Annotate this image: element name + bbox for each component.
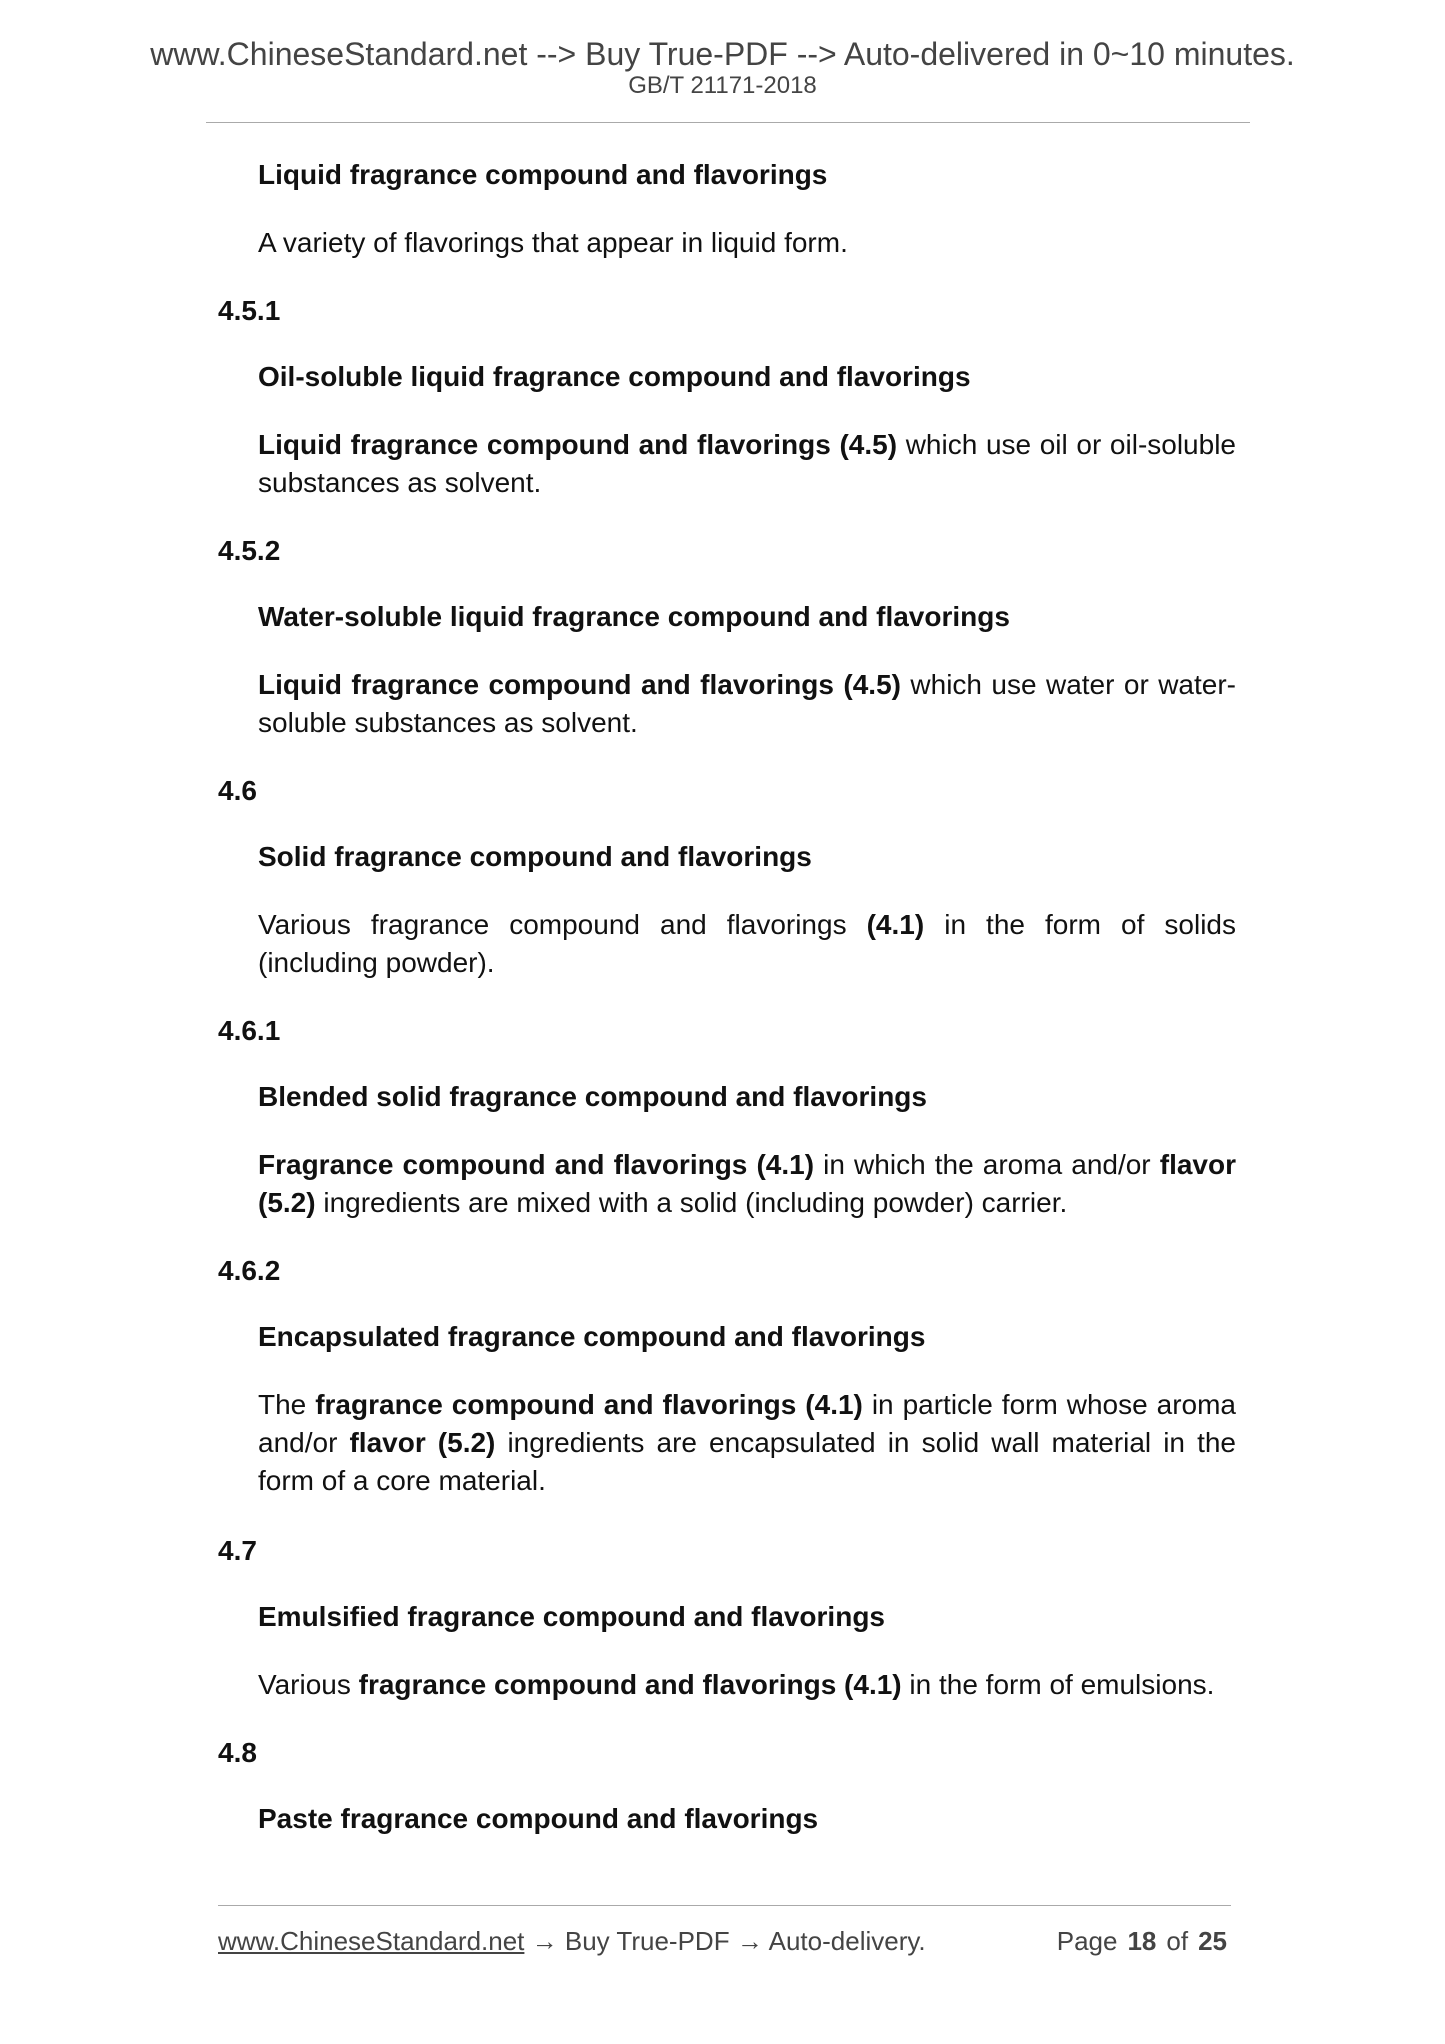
footer-site-link[interactable]: www.ChineseStandard.net	[218, 1926, 525, 1956]
section-4-5-1-body	[258, 426, 1236, 502]
section-4-6-2-title: Encapsulated fragrance compound and flavorings	[258, 1321, 926, 1352]
section-4-6-1-body	[258, 1146, 1236, 1222]
body-text: Various fragrance compound and flavorings	[258, 909, 867, 940]
section-4-5-2-number: 4.5.2	[218, 535, 281, 566]
body-text: which use oil or oil-soluble substances as solvent.	[258, 429, 1236, 498]
reference-term: fragrance compound and flavorings (4.1)	[358, 1669, 902, 1700]
header-banner: www.ChineseStandard.net --> Buy True-PDF --> Auto-delivered in 0~10 minutes.	[150, 36, 1295, 72]
reference-term: Fragrance compound and flavorings (4.1)	[258, 1149, 815, 1180]
section-4-6-1-number: 4.6.1	[218, 1015, 281, 1046]
section-4-6-body	[258, 906, 1236, 982]
reference-term: Liquid fragrance compound and flavorings (4.5)	[258, 669, 901, 700]
body-text: in the form of emulsions.	[901, 1669, 1215, 1700]
page-total: 25	[1198, 1926, 1227, 1956]
section-4-5-2-title: Water-soluble liquid fragrance compound and flavorings	[258, 601, 1010, 632]
body-text: The	[258, 1389, 316, 1420]
body-text: ingredients are mixed with a solid (including powder) carrier.	[315, 1187, 1068, 1218]
footer-promo	[218, 1924, 926, 1958]
arrow-right-icon: →	[736, 1926, 763, 1956]
reference-term: flavor (5.2)	[258, 1149, 1236, 1218]
page-indicator	[1057, 1924, 1227, 1958]
document-code: GB/T 21171-2018	[628, 72, 817, 99]
section-4-6-number: 4.6	[218, 775, 257, 806]
section-4-7-number: 4.7	[218, 1535, 257, 1566]
footer-divider	[218, 1905, 1231, 1906]
section-4-6-title: Solid fragrance compound and flavorings	[258, 841, 812, 872]
header-divider	[206, 122, 1250, 123]
footer-delivery-text: Auto-delivery.	[768, 1926, 926, 1956]
page-label: Page	[1056, 1926, 1118, 1956]
reference-term: Liquid fragrance compound and flavorings (4.5)	[258, 429, 898, 460]
section-4-6-2-number: 4.6.2	[218, 1255, 281, 1286]
arrow-right-icon: →	[531, 1926, 558, 1956]
section-4-5-2-body	[258, 666, 1236, 742]
reference-term: fragrance compound and flavorings (4.1)	[315, 1389, 863, 1420]
section-4-8-number: 4.8	[218, 1737, 257, 1768]
section-4-5-body: A variety of flavorings that appear in liquid form.	[258, 227, 848, 258]
section-4-6-1-title: Blended solid fragrance compound and flavorings	[258, 1081, 927, 1112]
footer-buy-text: Buy True-PDF	[564, 1926, 730, 1956]
reference-term: flavor (5.2)	[349, 1427, 496, 1458]
section-4-7-body	[258, 1666, 1248, 1704]
section-4-8-title: Paste fragrance compound and flavorings	[258, 1803, 819, 1834]
page-number: 18	[1127, 1926, 1157, 1956]
section-4-5-1-title: Oil-soluble liquid fragrance compound and flavorings	[258, 361, 971, 392]
of-label: of	[1166, 1926, 1189, 1956]
body-text: ingredients are encapsulated in solid wall material in the form of a core material.	[258, 1427, 1236, 1496]
section-4-7-title: Emulsified fragrance compound and flavorings	[258, 1601, 885, 1632]
body-text: in particle form whose aroma and/or	[258, 1389, 1236, 1458]
reference-term: (4.1)	[866, 909, 925, 940]
section-4-6-2-body	[258, 1386, 1236, 1500]
body-text: in which the aroma and/or	[814, 1149, 1160, 1180]
section-4-5-1-number: 4.5.1	[218, 295, 281, 326]
section-4-5-title: Liquid fragrance compound and flavorings	[258, 159, 828, 190]
body-text: Various	[258, 1669, 359, 1700]
body-text: in the form of solids (including powder).	[258, 909, 1236, 978]
body-text: which use water or water-soluble substances as solvent.	[258, 669, 1236, 738]
